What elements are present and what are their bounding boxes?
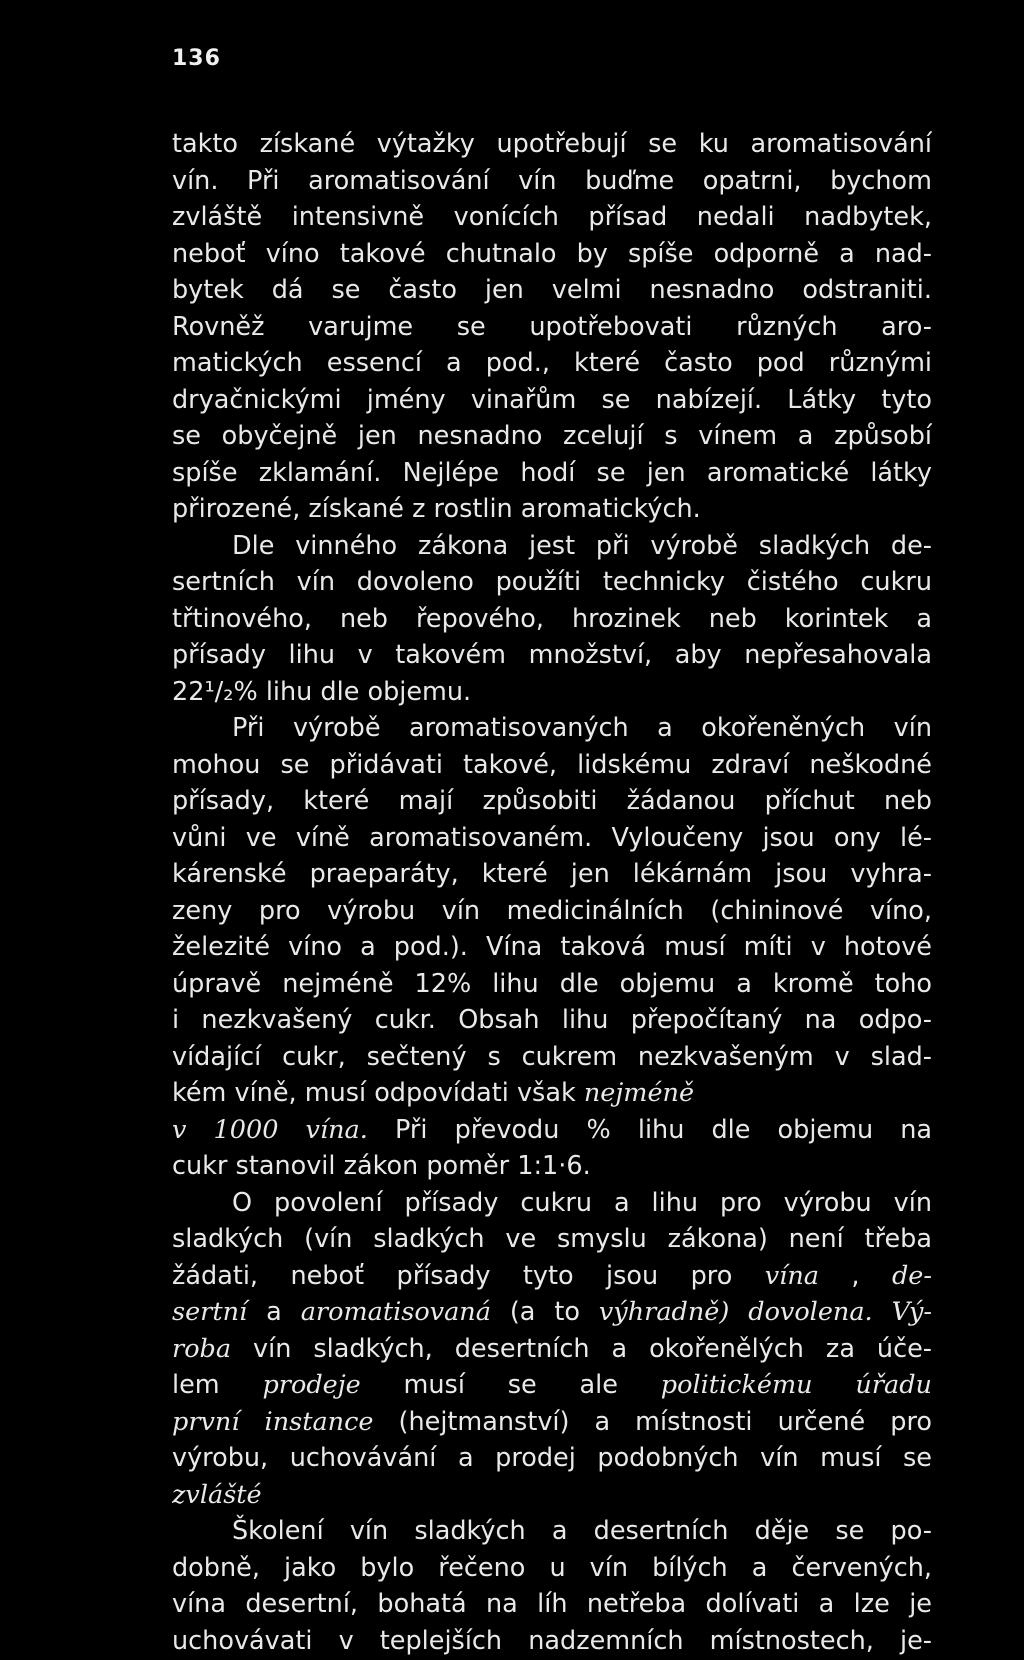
text-span: sertních vín dovoleno použíti technicky čistého cukru: [172, 567, 932, 597]
text-span: sladkých (vín sladkých ve smyslu zákona) není třeba: [172, 1224, 932, 1254]
text-line: [172, 272, 932, 309]
text-span: 22¹/₂% lihu dle objemu.: [172, 676, 472, 707]
text-line: [172, 601, 932, 638]
text-span: dryačnickými jmény vinařům se nabízejí. Látky tyto: [172, 384, 932, 415]
text-line: [172, 1404, 932, 1441]
text-span: kém víně, musí odpovídati však: [172, 1078, 584, 1108]
italic-span: v 1000: [172, 1114, 279, 1145]
text-span: zeny pro výrobu vín medicinálních (chininové víno,: [172, 895, 932, 926]
text-line: [172, 163, 932, 200]
text-span: [278, 1115, 305, 1145]
text-line: [172, 345, 932, 382]
text-line: [232, 1513, 932, 1550]
italic-span: výhradně) dovolena. Vý-: [598, 1297, 932, 1327]
text-span: žádati, neboť přísady tyto jsou pro: [172, 1260, 765, 1291]
text-span: bytek dá se často jen velmi nesnadno odstraniti.: [172, 275, 932, 305]
text-line: [172, 418, 932, 455]
text-line: [172, 893, 932, 930]
text-span: Školení vín sladkých a desertních děje se po-: [232, 1516, 932, 1546]
text-line: [172, 1440, 932, 1477]
text-line: [172, 1075, 932, 1112]
text-span: mohou se přidávati takové, lidskému zdraví neškodné: [172, 749, 932, 780]
italic-span: nejméně: [583, 1078, 695, 1108]
italic-span: první instance: [172, 1406, 374, 1437]
text-line: [172, 382, 932, 419]
text-line: [172, 856, 932, 893]
text-span: a: [247, 1297, 301, 1327]
italic-span: prodeje: [262, 1370, 361, 1400]
text-span: přísady lihu v takovém množství, aby nepřesahovala: [172, 640, 932, 670]
text-span: (hejtmanství) a místnosti určené pro: [373, 1406, 932, 1437]
text-line: [172, 783, 932, 820]
text-line: [172, 1002, 932, 1039]
text-line: [172, 820, 932, 857]
text-span: i nezkvašený cukr. Obsah lihu přepočítaný na odpo-: [172, 1005, 932, 1035]
text-line: [172, 747, 932, 784]
text-line: [172, 126, 932, 163]
text-span: spíše zklamání. Nejlépe hodí se jen aromatické látky: [172, 457, 932, 488]
text-line: [172, 1367, 932, 1404]
text-line: [172, 309, 932, 346]
text-span: vůni ve víně aromatisovaném. Vyloučeny jsou ony lé-: [172, 822, 932, 853]
italic-span: vína: [764, 1260, 819, 1291]
text-span: se obyčejně jen nesnadno zcelují s vínem a způsobí: [172, 421, 932, 451]
text-line: [172, 1586, 932, 1623]
text-span: výrobu, uchovávání a prodej podobných vín musí se: [172, 1443, 932, 1473]
text-line: [172, 929, 932, 966]
text-span: cukr stanovil zákon poměr 1:1·6.: [172, 1151, 591, 1181]
text-span: Dle vinného zákona jest při výrobě sladkých de-: [232, 530, 932, 561]
text-span: vín. Při aromatisování vín buďme opatrni, bychom: [172, 165, 932, 196]
page-number: 136: [172, 46, 221, 71]
text-span: Rovněž varujme se upotřebovati různých aro-: [172, 311, 932, 342]
text-line: [172, 1331, 932, 1368]
text-span: vín sladkých, desertních a okořenělých za úče-: [231, 1333, 932, 1364]
text-span: lem: [172, 1370, 263, 1400]
text-span: vídající cukr, sečtený s cukrem nezkvašeným v slad-: [172, 1041, 932, 1072]
italic-span: politickému úřadu: [660, 1370, 932, 1400]
text-line: [172, 1221, 932, 1258]
text-line: [172, 1039, 932, 1076]
text-span: neboť víno takové chutnalo by spíše odporně a nad-: [172, 238, 932, 269]
italic-span: vína.: [305, 1114, 368, 1145]
text-span: dobně, jako bylo řečeno u vín bílých a červených,: [172, 1552, 932, 1583]
italic-span: roba: [172, 1333, 232, 1364]
text-line: [172, 637, 932, 674]
italic-span: zvlášté: [172, 1479, 262, 1510]
text-line: [172, 199, 932, 236]
text-line: [172, 1550, 932, 1587]
text-line: [232, 528, 932, 565]
text-line: [172, 455, 932, 492]
text-span: matických essencí a pod., které často pod různými: [172, 348, 932, 378]
text-span: přirozené, získané z rostlin aromatických.: [172, 494, 701, 524]
text-span: takto získané výtažky upotřebují se ku aromatisování: [172, 129, 932, 159]
text-span: třtinového, neb řepového, hrozinek neb korintek a: [172, 603, 932, 634]
text-span: přísady, které mají způsobiti žádanou příchut neb: [172, 786, 932, 816]
text-line: [172, 236, 932, 273]
text-span: kárenské praeparáty, které jen lékárnám jsou vyhra-: [172, 859, 932, 889]
italic-span: aromatisovaná: [300, 1297, 491, 1327]
text-span: Při výrobě aromatisovaných a okořeněných vín: [232, 713, 932, 743]
text-span: uchovávati v teplejších nadzemních místnostech, je-: [172, 1625, 932, 1656]
text-line: [172, 674, 932, 711]
text-span: (a to: [490, 1297, 599, 1327]
text-line: [172, 491, 932, 528]
text-line: [232, 1185, 932, 1222]
text-span: musí se ale: [360, 1370, 661, 1400]
text-line: [172, 1477, 932, 1514]
text-line: [172, 966, 932, 1003]
text-line: [172, 564, 932, 601]
italic-span: sertní: [172, 1297, 248, 1327]
text-line: [232, 710, 932, 747]
text-line: [172, 1294, 932, 1331]
text-line: [172, 1258, 932, 1295]
text-span: železité víno a pod.). Vína taková musí míti v hotové: [172, 932, 932, 962]
text-span: Při převodu % lihu dle objemu na: [367, 1114, 932, 1145]
text-span: vína desertní, bohatá na líh netřeba dolívati a lze je: [172, 1589, 932, 1619]
text-line: [172, 1623, 932, 1660]
text-span: O povolení přísady cukru a lihu pro výrobu vín: [232, 1187, 932, 1218]
text-line: [172, 1148, 932, 1185]
text-span: ,: [818, 1260, 892, 1291]
text-line: [172, 1112, 932, 1149]
italic-span: de-: [891, 1260, 932, 1291]
text-span: úpravě nejméně 12% lihu dle objemu a kromě toho: [172, 968, 932, 999]
text-span: zvláště intensivně vonících přísad nedali nadbytek,: [172, 202, 932, 232]
